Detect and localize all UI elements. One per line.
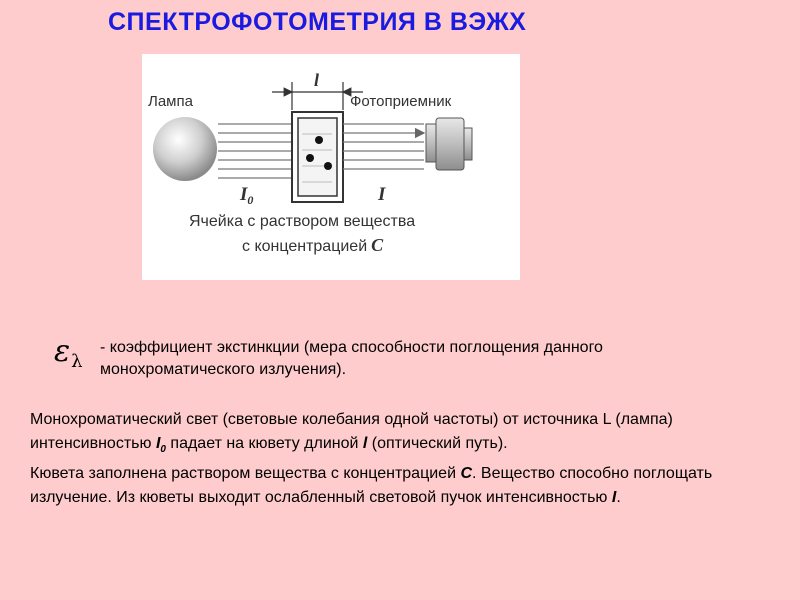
i0-symbol: $I_0$ — [155, 435, 166, 456]
epsilon-symbol: $\varepsilon_\lambda$ — [54, 334, 83, 372]
detector-icon — [426, 118, 472, 170]
lamp-icon — [153, 117, 217, 181]
c-symbol: C — [460, 465, 473, 483]
incident-beams — [218, 124, 292, 178]
i-symbol: I — [611, 489, 617, 507]
i0-label: $I_0$ — [240, 184, 254, 207]
l-symbol: l — [362, 435, 368, 452]
i-label: I — [378, 184, 386, 205]
spectrophotometer-diagram — [142, 54, 520, 280]
cell-caption-line2: с концентрацией C — [242, 235, 384, 255]
description-paragraph: Монохроматический свет (световые колебания одной частоты) от источника L (лампа) интенсивностью $I_0$ падает на кювету длиной l (оптический путь). Кювета заполнена раствором вещества с концентрацией C. Вещество способно поглощать излучение. Из кюветы выходит ослабленный световой пучок интенсивностью I. — [30, 411, 713, 507]
diagram-svg — [142, 54, 520, 280]
cell-caption-line1: Ячейка с раствором вещества — [189, 213, 416, 230]
path-length-label: l — [314, 70, 320, 90]
page-title: СПЕКТРОФОТОМЕТРИЯ В ВЭЖХ — [108, 8, 527, 36]
extinction-definition: - коэффициент экстинкции (мера способности поглощения данного монохроматического излучения). — [100, 339, 603, 378]
cuvette-icon — [292, 112, 343, 202]
lamp-label: Лампа — [148, 93, 193, 110]
detector-label: Фотоприемник — [350, 93, 452, 110]
transmitted-beams — [343, 124, 424, 169]
